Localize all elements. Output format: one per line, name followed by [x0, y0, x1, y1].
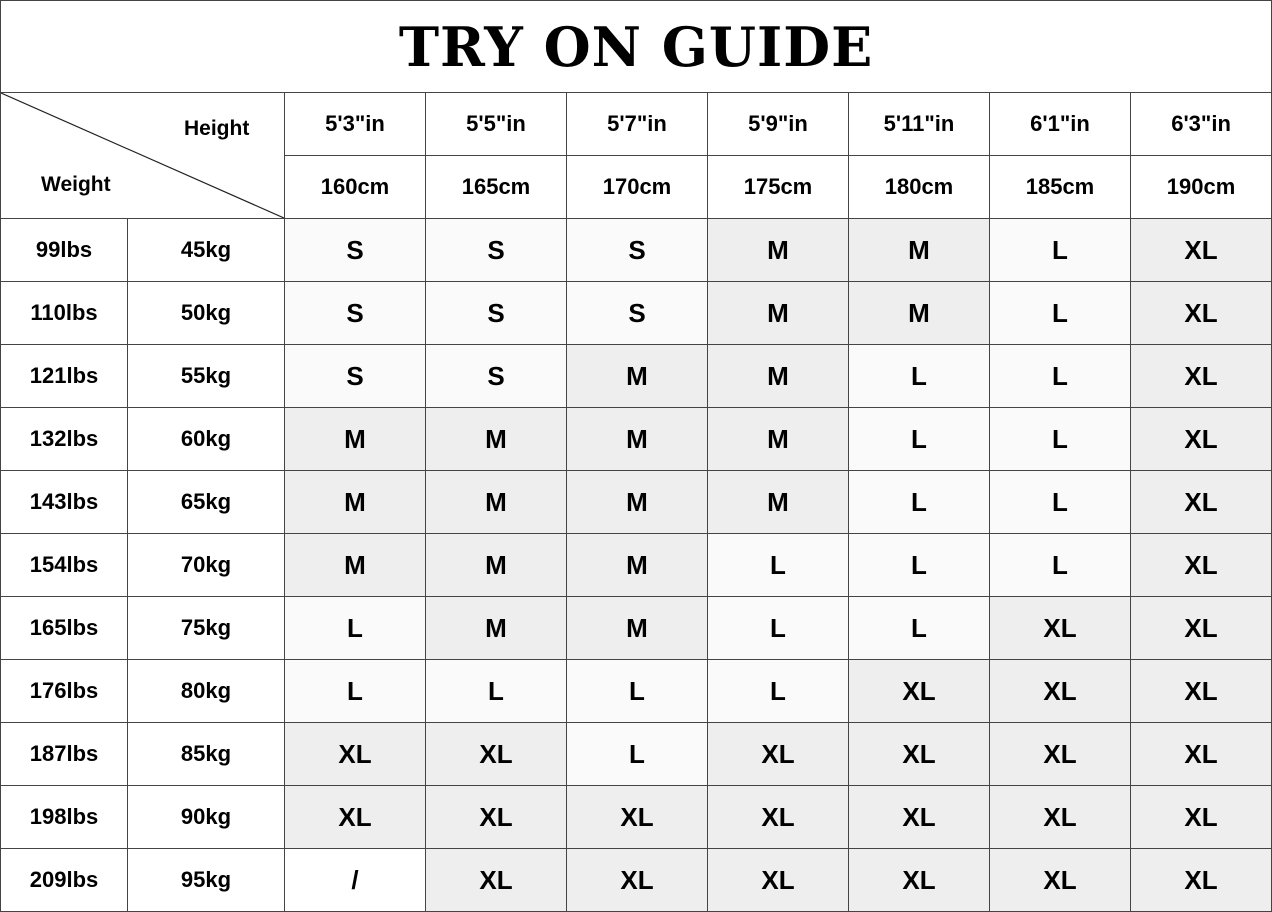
- size-cell: M: [849, 219, 990, 282]
- size-cell: XL: [849, 786, 990, 849]
- size-cell: L: [567, 723, 708, 786]
- size-cell: L: [990, 219, 1131, 282]
- table-row: [1, 660, 1272, 723]
- weight-lbs-cell: 176lbs: [1, 660, 128, 723]
- size-cell: L: [990, 282, 1131, 345]
- size-cell: M: [567, 408, 708, 471]
- table-row: [1, 723, 1272, 786]
- size-cell: L: [849, 345, 990, 408]
- weight-lbs-cell: 110lbs: [1, 282, 128, 345]
- corner-header-cell: [1, 93, 285, 219]
- size-cell: XL: [1131, 660, 1272, 723]
- table-row: [1, 597, 1272, 660]
- size-cell: M: [285, 471, 426, 534]
- size-cell: M: [285, 408, 426, 471]
- size-cell: M: [426, 408, 567, 471]
- size-cell: L: [849, 597, 990, 660]
- page-title: TRY ON GUIDE: [1, 1, 1272, 93]
- size-cell: M: [708, 345, 849, 408]
- title-row: [1, 1, 1272, 93]
- height-inches-header: 5'3"in: [285, 93, 426, 156]
- size-cell: L: [849, 408, 990, 471]
- size-cell: L: [708, 660, 849, 723]
- weight-kg-cell: 60kg: [128, 408, 285, 471]
- size-cell: S: [285, 345, 426, 408]
- size-cell: S: [567, 282, 708, 345]
- size-cell: XL: [1131, 597, 1272, 660]
- weight-lbs-cell: 121lbs: [1, 345, 128, 408]
- size-cell: L: [849, 471, 990, 534]
- size-cell: M: [567, 597, 708, 660]
- size-cell: XL: [849, 660, 990, 723]
- diagonal-divider: [1, 93, 284, 218]
- table-row: [1, 471, 1272, 534]
- size-cell: S: [285, 282, 426, 345]
- size-cell: XL: [567, 786, 708, 849]
- weight-lbs-cell: 209lbs: [1, 849, 128, 912]
- size-cell: XL: [990, 597, 1131, 660]
- height-inches-header: 6'1"in: [990, 93, 1131, 156]
- weight-lbs-cell: 165lbs: [1, 597, 128, 660]
- weight-kg-cell: 85kg: [128, 723, 285, 786]
- size-cell: /: [285, 849, 426, 912]
- size-cell: XL: [849, 723, 990, 786]
- size-cell: S: [567, 219, 708, 282]
- height-axis-label: Height: [184, 117, 250, 140]
- table-row: [1, 786, 1272, 849]
- size-cell: M: [567, 471, 708, 534]
- size-cell: L: [990, 408, 1131, 471]
- weight-kg-cell: 55kg: [128, 345, 285, 408]
- size-cell: M: [426, 597, 567, 660]
- size-cell: XL: [1131, 408, 1272, 471]
- height-cm-header: 185cm: [990, 156, 1131, 219]
- size-cell: XL: [1131, 219, 1272, 282]
- height-cm-header: 180cm: [849, 156, 990, 219]
- height-inches-header: 5'5"in: [426, 93, 567, 156]
- weight-axis-label: Weight: [41, 173, 111, 196]
- size-cell: XL: [708, 786, 849, 849]
- weight-kg-cell: 65kg: [128, 471, 285, 534]
- size-cell: M: [849, 282, 990, 345]
- size-cell: M: [708, 219, 849, 282]
- size-cell: XL: [1131, 345, 1272, 408]
- size-cell: XL: [990, 849, 1131, 912]
- weight-lbs-cell: 187lbs: [1, 723, 128, 786]
- weight-lbs-cell: 154lbs: [1, 534, 128, 597]
- size-cell: M: [567, 534, 708, 597]
- size-cell: XL: [990, 660, 1131, 723]
- size-cell: XL: [1131, 282, 1272, 345]
- height-cm-header: 175cm: [708, 156, 849, 219]
- height-cm-header: 165cm: [426, 156, 567, 219]
- size-cell: XL: [1131, 849, 1272, 912]
- size-cell: S: [426, 282, 567, 345]
- height-inches-header: 5'11"in: [849, 93, 990, 156]
- size-cell: XL: [990, 723, 1131, 786]
- size-cell: S: [285, 219, 426, 282]
- weight-kg-cell: 75kg: [128, 597, 285, 660]
- size-cell: XL: [285, 786, 426, 849]
- size-cell: M: [708, 408, 849, 471]
- size-cell: XL: [1131, 471, 1272, 534]
- size-cell: M: [426, 471, 567, 534]
- size-cell: M: [285, 534, 426, 597]
- height-inches-header: 5'7"in: [567, 93, 708, 156]
- size-cell: L: [285, 660, 426, 723]
- size-cell: M: [567, 345, 708, 408]
- weight-lbs-cell: 132lbs: [1, 408, 128, 471]
- weight-kg-cell: 90kg: [128, 786, 285, 849]
- size-cell: L: [708, 597, 849, 660]
- size-cell: S: [426, 345, 567, 408]
- size-cell: S: [426, 219, 567, 282]
- weight-lbs-cell: 143lbs: [1, 471, 128, 534]
- height-cm-header: 170cm: [567, 156, 708, 219]
- size-cell: XL: [285, 723, 426, 786]
- table-row: [1, 219, 1272, 282]
- size-cell: XL: [426, 849, 567, 912]
- size-cell: XL: [1131, 534, 1272, 597]
- table-row: [1, 534, 1272, 597]
- table-row: [1, 345, 1272, 408]
- size-cell: XL: [708, 849, 849, 912]
- size-cell: L: [990, 471, 1131, 534]
- table-row: [1, 282, 1272, 345]
- height-inches-header: 6'3"in: [1131, 93, 1272, 156]
- size-cell: XL: [849, 849, 990, 912]
- weight-lbs-cell: 198lbs: [1, 786, 128, 849]
- height-inches-row: [1, 93, 1272, 156]
- height-cm-header: 190cm: [1131, 156, 1272, 219]
- weight-lbs-cell: 99lbs: [1, 219, 128, 282]
- size-cell: L: [990, 534, 1131, 597]
- size-cell: L: [990, 345, 1131, 408]
- weight-kg-cell: 45kg: [128, 219, 285, 282]
- size-cell: XL: [1131, 786, 1272, 849]
- table-row: [1, 849, 1272, 912]
- size-cell: XL: [708, 723, 849, 786]
- size-cell: M: [708, 471, 849, 534]
- size-cell: L: [426, 660, 567, 723]
- size-cell: XL: [426, 723, 567, 786]
- height-inches-header: 5'9"in: [708, 93, 849, 156]
- size-cell: M: [708, 282, 849, 345]
- height-cm-header: 160cm: [285, 156, 426, 219]
- table-row: [1, 408, 1272, 471]
- size-cell: XL: [990, 786, 1131, 849]
- weight-kg-cell: 95kg: [128, 849, 285, 912]
- size-cell: L: [285, 597, 426, 660]
- weight-kg-cell: 50kg: [128, 282, 285, 345]
- size-cell: XL: [426, 786, 567, 849]
- size-cell: L: [708, 534, 849, 597]
- weight-kg-cell: 70kg: [128, 534, 285, 597]
- size-cell: XL: [567, 849, 708, 912]
- size-cell: L: [849, 534, 990, 597]
- weight-kg-cell: 80kg: [128, 660, 285, 723]
- size-cell: M: [426, 534, 567, 597]
- size-cell: L: [567, 660, 708, 723]
- size-cell: XL: [1131, 723, 1272, 786]
